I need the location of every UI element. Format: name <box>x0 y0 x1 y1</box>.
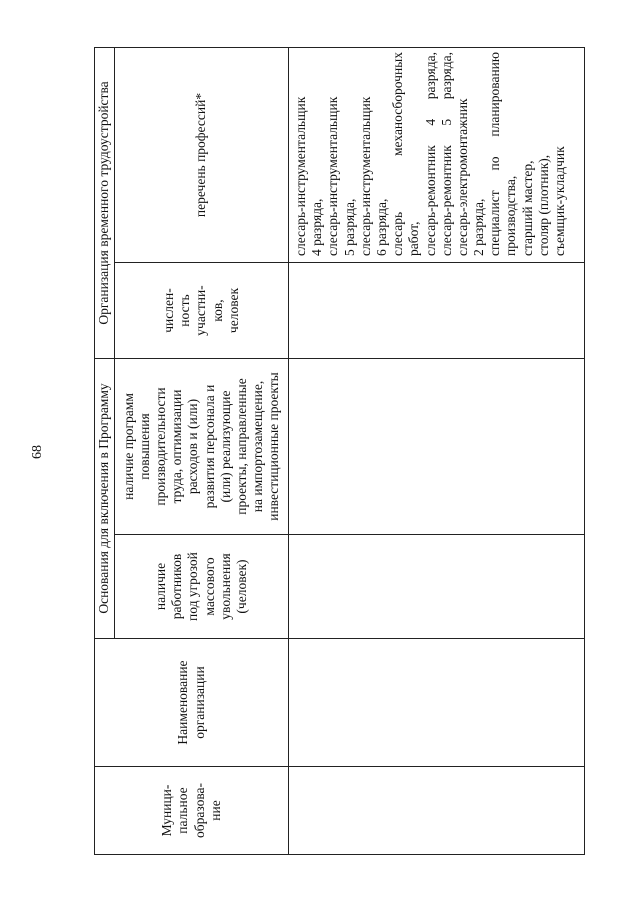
profession-item: слесарь-инструментальщик <box>293 96 308 256</box>
profession-item: 4 разряда, <box>309 198 325 256</box>
profession-item: слесарь-ремонтник 4 разряда, <box>422 52 438 256</box>
cell-professions <box>289 47 585 262</box>
cell-municipality <box>289 767 585 855</box>
page-number: 68 <box>30 445 45 459</box>
header-participants: числен- ность участни- ков, человек <box>115 263 289 359</box>
cell-participants <box>289 263 585 359</box>
program-table <box>94 47 585 855</box>
header-group-row <box>95 47 115 854</box>
profession-item: работ, <box>406 221 422 256</box>
profession-item: слесарь-инструментальщик <box>325 96 341 256</box>
rotated-table-container <box>94 48 590 855</box>
profession-item: слесарь-инструментальщик <box>357 96 373 256</box>
profession-item: слесарь механосборочных <box>390 51 406 256</box>
header-org-name: Наименование организации <box>95 639 289 767</box>
profession-item: 2 разряда, <box>471 198 487 256</box>
profession-item: слесарь-электромонтажник <box>454 98 470 256</box>
header-programs: наличие программ повышения производительности труда, оптимизации расходов и (или) развития персонала и (или) реализующие проекты, направленные на импортозамещение, инвестиционные проекты <box>115 359 289 535</box>
profession-item: съемщик-укладчик <box>552 146 567 256</box>
header-municipality: Муници- пальное образова- ние <box>95 767 289 855</box>
profession-item: старший мастер, <box>519 160 535 256</box>
cell-org-name <box>289 639 585 767</box>
profession-item: 6 разряда, <box>373 198 389 256</box>
cell-programs <box>289 359 585 535</box>
profession-item: слесарь-ремонтник 5 разряда, <box>438 52 454 256</box>
table-row <box>289 47 585 854</box>
profession-item: специалист по планированию <box>487 52 503 256</box>
cell-workers-under-threat <box>289 535 585 639</box>
profession-item: 5 разряда, <box>341 198 357 256</box>
header-group-temp-employment: Организация временного трудоустройства <box>95 47 115 358</box>
profession-item: столяр (плотник), <box>535 154 551 256</box>
professions-list <box>293 52 568 256</box>
header-group-basis: Основания для включения в Программу <box>95 359 115 639</box>
header-professions: перечень профессий* <box>115 47 289 262</box>
profession-item: производства, <box>503 175 519 256</box>
header-workers-under-threat: наличие работников под угрозой массового увольнения (человек) <box>115 535 289 639</box>
